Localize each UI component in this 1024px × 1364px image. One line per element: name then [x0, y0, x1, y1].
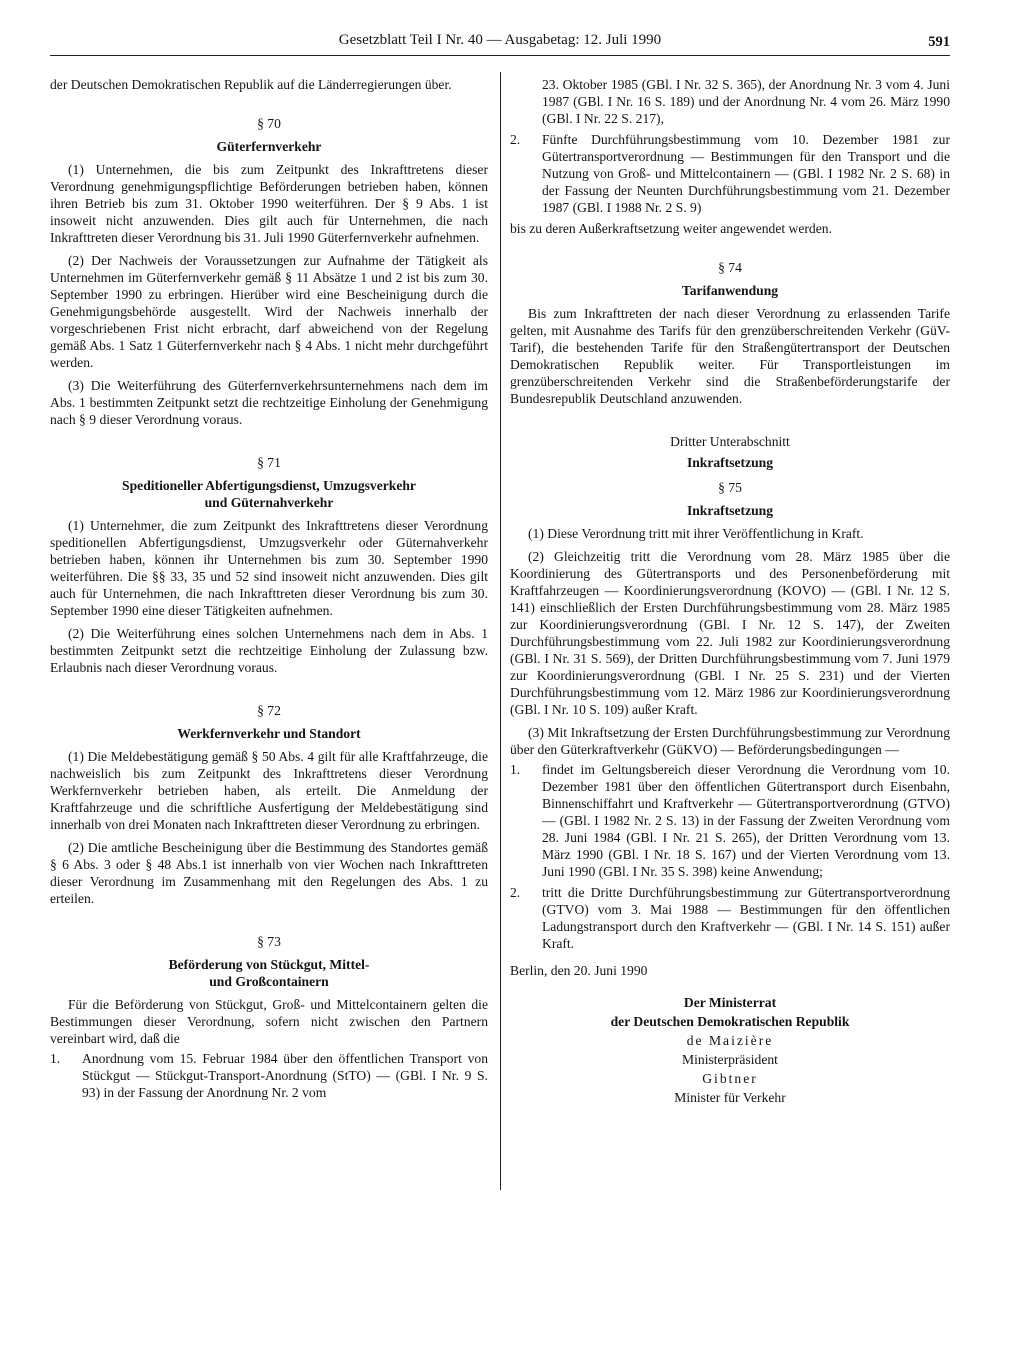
signatory-role-1: Ministerpräsident	[682, 1052, 778, 1067]
section-73-title-line-1: Beförderung von Stückgut, Mittel-	[168, 957, 370, 972]
header-title: Gesetzblatt Teil I Nr. 40 — Ausgabetag: 12. Juli 1990	[338, 32, 662, 48]
section-74-para-1: Bis zum Inkrafttreten der nach dieser Verordnung zu erlassenden Tarife gelten, mit Ausnahme des Tarifs für den grenzüberschreitenden Verkehr (GüV-Tarif), die bestehenden Tarife für den Straßengütertransport der Deutschen Demokratischen Republik weiter. Für Transportleistungen im grenzüberschreitenden Verkehr sind die Straßenbeförderungstarife der Bundesrepublik Deutschland anzuwenden.	[510, 306, 950, 406]
list-item-text: Fünfte Durchführungsbestimmung vom 10. Dezember 1981 zur Gütertransportverordnung — Bestimmungen für den Transport und die Nutzung von Groß- und Mittelcontainern — (GBl. I 1982 Nr. 2 S. 68) in der Fassung der Neunten Durchführungsbestimmung vom 21. Dezember 1987 (GBl. I 1988 Nr. 2 S. 9)	[542, 132, 950, 215]
subsection-title: Inkraftsetzung	[686, 455, 774, 470]
signature-block	[510, 993, 950, 1107]
section-72-number: § 72	[257, 703, 281, 718]
section-75-title: Inkraftsetzung	[686, 503, 774, 518]
section-74-title: Tarifanwendung	[681, 283, 779, 298]
page-number: 591	[928, 34, 950, 50]
section-70-para-2: (2) Der Nachweis der Voraussetzungen zur Aufnahme der Tätigkeit als Unternehmen im Güterfernverkehr gemäß § 11 Absätze 1 und 2 ist bis zum 30. September 1990 zu erbringen. Hierüber wird eine Bescheinigung durch die Genehmigungsbehörde ausgestellt. Wird der Nachweis innerhalb der vorgeschriebenen Frist nicht erbracht, darf abweichend von der Regelung gemäß Abs. 1 Satz 1 Güterfernverkehr nach § 4 Abs. 1 nicht mehr durchgeführt werden.	[50, 253, 488, 370]
list-item-number: 1.	[510, 762, 521, 777]
section-71-title-line-2: und Güternahverkehr	[204, 495, 334, 510]
section-73-list-item-1-continued: 23. Oktober 1985 (GBl. I Nr. 32 S. 365), der Anordnung Nr. 3 vom 4. Juni 1987 (GBl. I Nr. 16 S. 189) und der Anordnung Nr. 4 vom 26. März 1990 (GBl. I Nr. 22 S. 217),	[542, 77, 950, 126]
section-70-number: § 70	[257, 116, 281, 131]
left-column	[50, 76, 488, 1105]
section-73-number: § 73	[257, 934, 281, 949]
section-71-para-2: (2) Die Weiterführung eines solchen Unternehmens nach dem in Abs. 1 bestimmten Zeitpunkt setzt die rechtzeitige Einholung der Zulassung bzw. Erlaubnis nach dieser Verordnung voraus.	[50, 626, 488, 675]
section-73-para-1: Für die Beförderung von Stückgut, Groß- und Mittelcontainern gelten die Bestimmungen dieser Verordnung, sofern nicht zwischen den Partnern vereinbart wird, daß die	[50, 997, 488, 1046]
section-75-list-item-1	[510, 761, 950, 880]
section-71-number: § 71	[257, 455, 281, 470]
section-73-closing: bis zu deren Außerkraftsetzung weiter angewendet werden.	[510, 221, 832, 236]
place-date: Berlin, den 20. Juni 1990	[510, 963, 648, 978]
section-75-para-1: (1) Diese Verordnung tritt mit ihrer Veröffentlichung in Kraft.	[528, 526, 864, 541]
section-71-para-1: (1) Unternehmer, die zum Zeitpunkt des Inkrafttretens dieser Verordnung speditionellen Abfertigungsdienst, Umzugsverkehr oder Güternahverkehr betrieben haben, können ihr Unternehmen bis zum 30. September 1990 weiterführen. Die §§ 33, 35 und 52 sind insoweit nicht anzuwenden. Dies gilt auch für Unternehmen, die nach Inkrafttreten dieser Verordnung bis zum 30. September 1990 eine dieser Tätigkeiten aufnehmen.	[50, 518, 488, 618]
signatory-name-1: de Maizière	[686, 1033, 774, 1048]
list-item-text: findet im Geltungsbereich dieser Verordnung die Verordnung vom 10. Dezember 1981 über den öffentlichen Gütertransport durch Eisenbahn, Binnenschiffahrt und Kraftverkehr — Gütertransportverordnung (GTVO) — (GBl. I 1982 Nr. 2 S. 13) in der Fassung der Zweiten Verordnung vom 28. Juni 1984 (GBl. I Nr. 21 S. 265), der Dritten Verordnung vom 13. März 1990 (GBl. I Nr. 18 S. 167) und der Vierten Verordnung vom 13. Juni 1990 (GBl. I Nr. 35 S. 398) keine Anwendung;	[542, 762, 950, 879]
signature-institution-line-2: der Deutschen Demokratischen Republik	[610, 1014, 850, 1029]
list-item-text: tritt die Dritte Durchführungsbestimmung zur Gütertransportverordnung (GTVO) vom 3. Mai 1988 — Bestimmungen für den öffentlichen Ladungstransport durch den Kraftverkehr — (GBl. I Nr. 14 S. 151) außer Kraft.	[542, 885, 950, 951]
signature-institution-line-1: Der Ministerrat	[683, 995, 777, 1010]
section-70-title: Güterfernverkehr	[216, 139, 322, 154]
signatory-name-2: Gibtner	[702, 1071, 758, 1086]
section-71-title-line-1: Speditioneller Abfertigungsdienst, Umzugsverkehr	[122, 478, 416, 493]
section-70-para-3: (3) Die Weiterführung des Güterfernverkehrsunternehmens nach dem im Abs. 1 bestimmten Zeitpunkt setzt die rechtzeitige Einholung der Genehmigung nach § 9 dieser Verordnung voraus.	[50, 378, 488, 427]
intro-text: der Deutschen Demokratischen Republik auf die Länderregierungen über.	[50, 77, 452, 92]
section-73-title-line-2: und Großcontainern	[209, 974, 329, 989]
section-75-list-item-2	[510, 884, 950, 952]
section-73-list-item-1	[50, 1050, 488, 1101]
list-item-number: 2.	[510, 132, 521, 147]
section-75-para-3: (3) Mit Inkraftsetzung der Ersten Durchführungsbestimmung zur Verordnung über den Güterkraftverkehr (GüKVO) — Beförderungsbedingungen —	[510, 725, 950, 757]
section-70-para-1: (1) Unternehmen, die bis zum Zeitpunkt des Inkrafttretens dieser Verordnung genehmigungspflichtige Beförderungen betrieben haben, können ihren Betrieb bis zum 31. Oktober 1990 weiterführen. Der § 9 Abs. 1 ist insoweit nicht anzuwenden. Dies gilt auch für Unternehmen, die nach Inkrafttreten dieser Verordnung bis 31. Juli 1990 Güterfernverkehr aufnehmen.	[50, 162, 488, 245]
header-rule	[50, 55, 950, 56]
subsection-label: Dritter Unterabschnitt	[670, 434, 790, 449]
right-column	[510, 76, 950, 1107]
section-72-title: Werkfernverkehr und Standort	[177, 726, 361, 741]
section-72-para-2: (2) Die amtliche Bescheinigung über die Bestimmung des Standortes gemäß § 6 Abs. 3 oder § 48 Abs.1 ist innerhalb von vier Wochen nach Inkrafttreten dieser Verordnung im Zusammenhang mit den Regelungen des Abs. 1 zu erteilen.	[50, 840, 488, 906]
section-75-number: § 75	[718, 480, 742, 495]
page-header	[50, 32, 950, 52]
list-item-number: 2.	[510, 885, 521, 900]
signatory-role-2: Minister für Verkehr	[674, 1090, 786, 1105]
list-item-number: 1.	[50, 1051, 61, 1066]
section-72-para-1: (1) Die Meldebestätigung gemäß § 50 Abs. 4 gilt für alle Kraftfahrzeuge, die nachweislich bis zum Zeitpunkt des Inkrafttretens dieser Verordnung Werkfernverkehr betrieben haben, als erteilt. Die Anmeldung der Kraftfahrzeuge und die schriftliche Ausfertigung der Meldebestätigung sind innerhalb von drei Monaten nach Inkrafttreten dieser Verordnung zu erbringen.	[50, 749, 488, 832]
column-divider	[500, 72, 501, 1190]
section-73-list-item-2	[510, 131, 950, 216]
section-74-number: § 74	[718, 260, 742, 275]
list-item-text: Anordnung vom 15. Februar 1984 über den öffentlichen Transport von Stückgut — Stückgut-Transport-Anordnung (StTO) — (GBl. I Nr. 9 S. 93) in der Fassung der Anordnung Nr. 2 vom	[82, 1051, 488, 1100]
section-75-para-2: (2) Gleichzeitig tritt die Verordnung vom 28. März 1985 über die Koordinierung des Gütertransports und des Personenbeförderung mit Kraftfahrzeugen — Koordinierungsverordnung (KOVO) — (GBl. I Nr. 12 S. 141) einschließlich der Ersten Durchführungsbestimmung vom 28. März 1985 zur Koordinierungsverordnung (GBl. I Nr. 12 S. 147), der Zweiten Durchführungsbestimmung vom 22. Juli 1982 zur Koordinierungsverordnung (GBl. I Nr. 31 S. 569), der Dritten Durchführungsbestimmung vom 7. Juni 1979 zur Koordinierungsverordnung (GBl. I Nr. 25 S. 231) und der Vierten Durchführungsbestimmung vom 12. März 1986 zur Koordinierungsverordnung (GBl. I Nr. 10 S. 109) außer Kraft.	[510, 549, 950, 717]
